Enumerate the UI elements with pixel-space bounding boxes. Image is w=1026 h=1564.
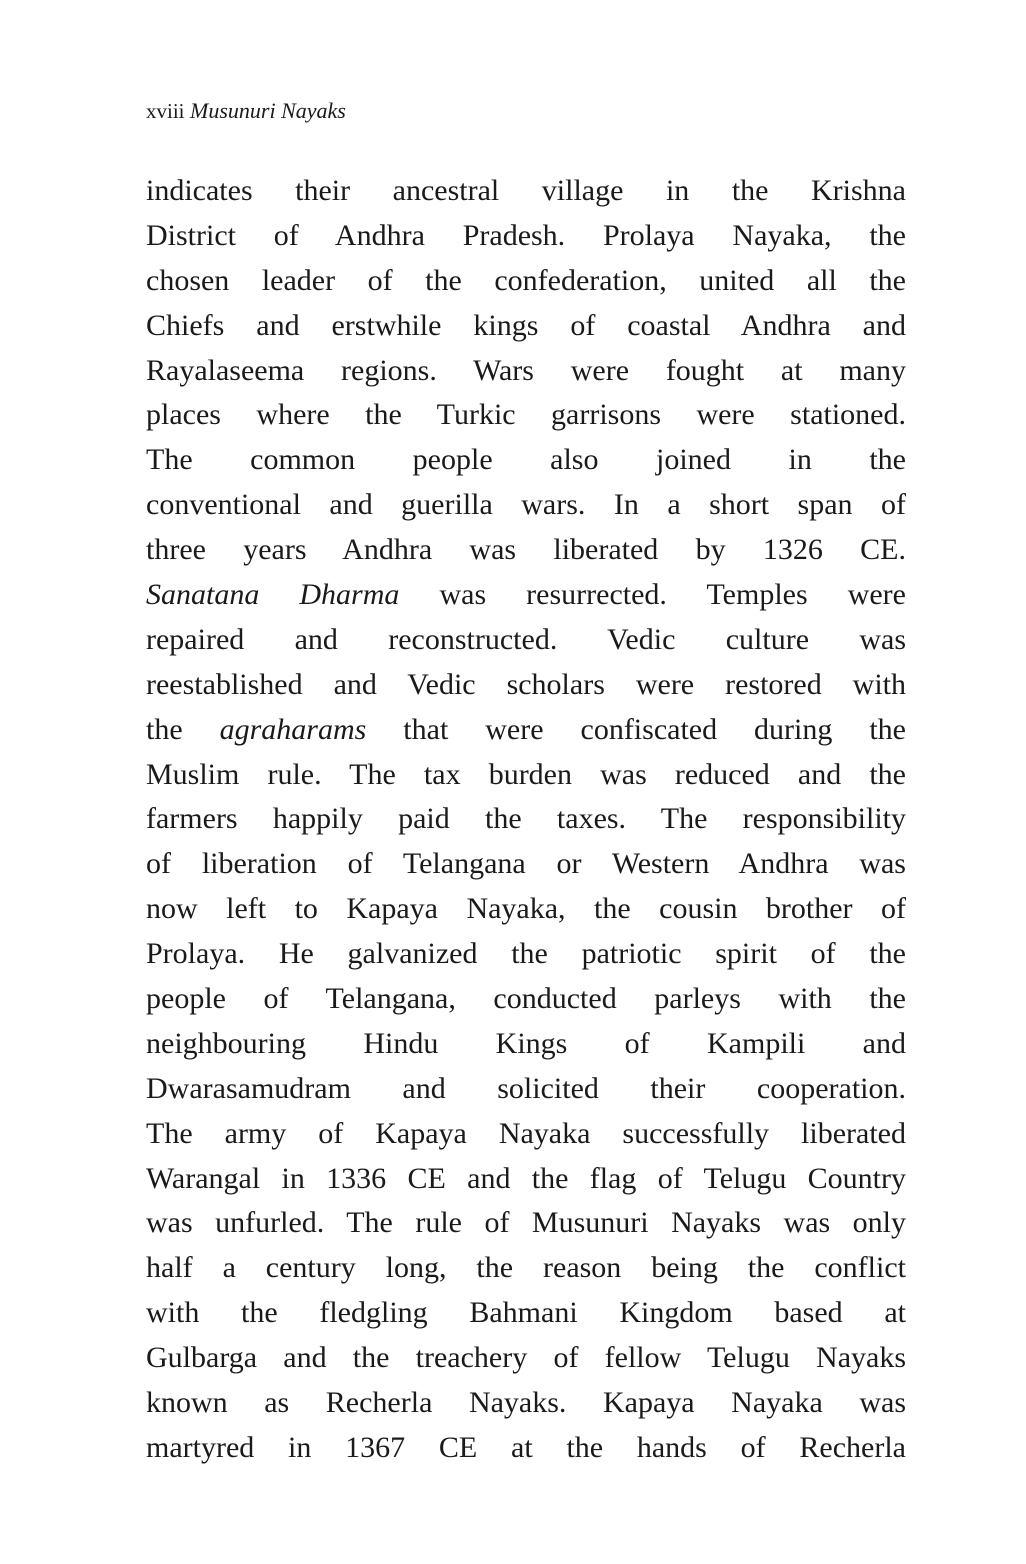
text-segment: was resurrected. Temples were [399,578,906,612]
text-line [146,573,906,618]
text-segment: The army of Kapaya Nayaka successfully liberated [146,1116,906,1150]
text-line [146,618,906,663]
text-line [146,214,906,259]
text-segment: indicates their ancestral village in the Krishna [146,174,906,207]
book-title: Musunuri Nayaks [190,98,346,123]
text-line [146,1381,906,1426]
text-segment: was unfurled. The rule of Musunuri Nayaks was only [146,1206,906,1240]
text-line [146,1112,906,1157]
text-segment: known as Recherla Nayaks. Kapaya Nayaka was [146,1386,906,1420]
running-header [146,97,346,125]
text-line [146,259,906,304]
text-line [146,304,906,349]
text-segment: half a century long, the reason being the conflict [146,1251,906,1285]
text-segment: District of Andhra Pradesh. Prolaya Nayaka, the [146,218,906,252]
text-line [146,663,906,708]
text-segment: of liberation of Telangana or Western Andhra was [146,847,906,881]
text-segment: neighbouring Hindu Kings of Kampili and [146,1026,906,1060]
text-segment: conventional and guerilla wars. In a short span of [146,488,906,522]
text-line [146,1336,906,1381]
text-line [146,1426,906,1471]
text-segment: Rayalaseema regions. Wars were fought at many [146,353,906,387]
text-line [146,1022,906,1067]
text-segment: reestablished and Vedic scholars were restored with [146,667,906,701]
text-segment: three years Andhra was liberated by 1326 CE. [146,533,906,567]
text-line [146,349,906,394]
text-segment: places where the Turkic garrisons were stationed. [146,398,906,432]
text-line [146,438,906,483]
text-segment: The common people also joined in the [146,443,906,477]
text-line [146,797,906,842]
text-segment: the [146,712,220,746]
text-line [146,1291,906,1336]
text-line [146,1201,906,1246]
text-segment: now left to Kapaya Nayaka, the cousin brother of [146,892,906,926]
text-line [146,1067,906,1112]
text-segment: Prolaya. He galvanized the patriotic spirit of the [146,937,906,971]
text-line [146,393,906,438]
text-line [146,708,906,753]
text-line [146,483,906,528]
text-segment: martyred in 1367 CE at the hands of Recherla [146,1430,906,1464]
text-line [146,1157,906,1202]
text-segment: repaired and reconstructed. Vedic culture was [146,622,906,656]
text-line [146,887,906,932]
text-segment: with the fledgling Bahmani Kingdom based at [146,1296,906,1330]
text-segment: Muslim rule. The tax burden was reduced and the [146,757,906,791]
text-segment: Chiefs and erstwhile kings of coastal Andhra and [146,308,906,342]
text-line [146,753,906,798]
text-line [146,1246,906,1291]
text-segment: farmers happily paid the taxes. The responsibility [146,802,906,836]
text-line [146,528,906,573]
italic-term: Sanatana Dharma [146,578,400,612]
text-line [146,932,906,977]
text-line [146,842,906,887]
body-text [146,169,906,1471]
text-segment: Warangal in 1336 CE and the flag of Telugu Country [146,1161,906,1195]
text-segment: Dwarasamudram and solicited their cooperation. [146,1071,906,1105]
text-segment: that were confiscated during the [366,712,906,746]
text-line [146,977,906,1022]
text-segment: chosen leader of the confederation, united all the [146,263,906,297]
text-segment: Gulbarga and the treachery of fellow Telugu Nayaks [146,1341,906,1375]
text-segment: people of Telangana, conducted parleys with the [146,982,906,1016]
italic-term: agraharams [219,712,367,746]
text-line [146,169,906,214]
page-number: xviii [146,99,185,123]
